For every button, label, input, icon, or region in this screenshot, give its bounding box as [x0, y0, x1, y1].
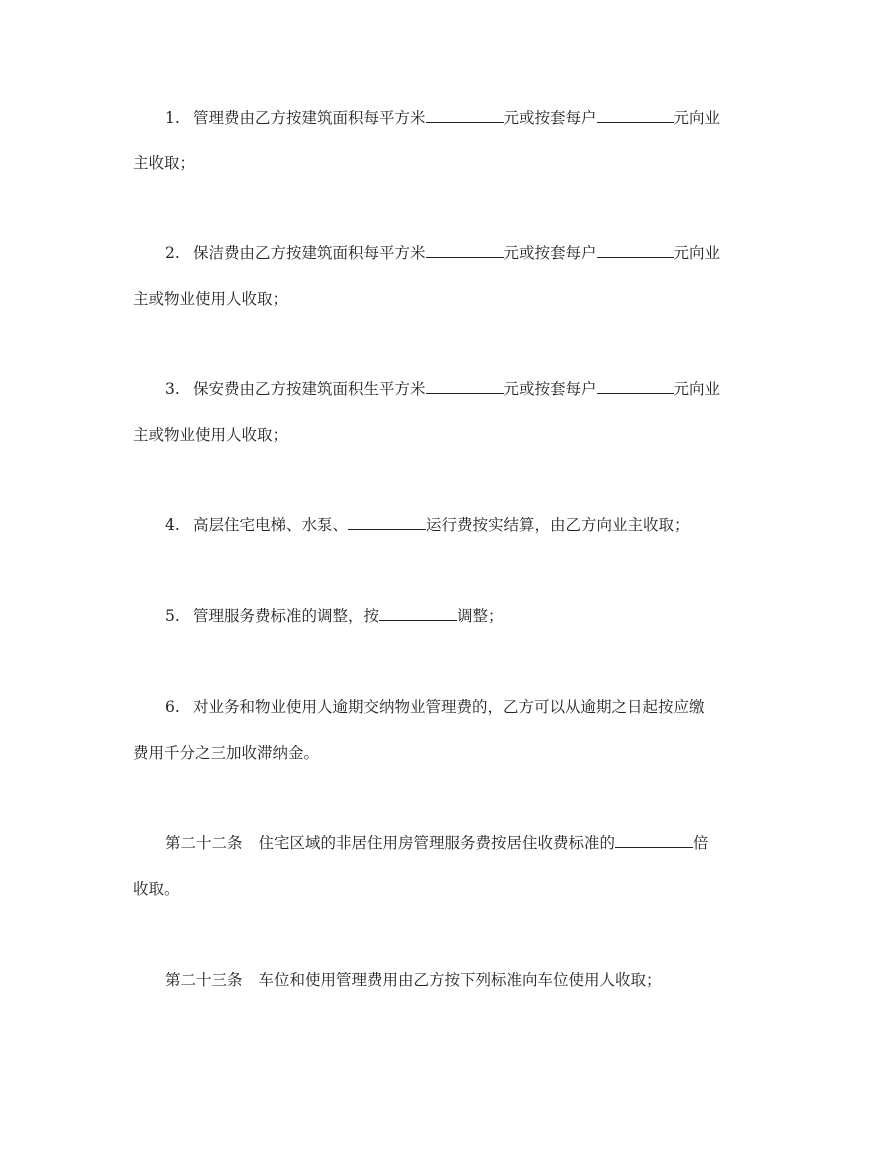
clause-text: 元或按套每户: [503, 244, 597, 262]
clause-3-line-2: 主或物业使用人收取；: [133, 426, 289, 444]
clause-6-line-1: [165, 697, 705, 717]
clause-number: 1.: [165, 109, 180, 127]
clause-4-line-1: [165, 515, 690, 535]
clause-text: 元向业: [673, 380, 721, 398]
clause-5-line-1: [165, 606, 504, 626]
fill-in-blank[interactable]: [597, 245, 674, 258]
clause-text: 调整；: [457, 607, 504, 625]
fill-in-blank[interactable]: [597, 381, 674, 394]
clause-text: 元向业: [673, 109, 721, 127]
clause-text: 管理服务费标准的调整，按: [193, 607, 380, 625]
clause-text: 元或按套每户: [503, 380, 597, 398]
article-text: 车位和使用管理费用由乙方按下列标准向车位使用人收取；: [258, 971, 662, 989]
article-label: 第二十三条: [165, 971, 243, 989]
clause-2-line-1: [165, 243, 720, 263]
clause-number: 5.: [165, 607, 180, 625]
fill-in-blank[interactable]: [426, 245, 504, 258]
clause-text: 高层住宅电梯、水泵、: [193, 516, 349, 534]
fill-in-blank[interactable]: [426, 110, 504, 123]
clause-number: 3.: [165, 380, 180, 398]
clause-text: 元向业: [673, 244, 721, 262]
clause-text: 运行费按实结算，由乙方向业主收取；: [426, 516, 690, 534]
clause-text: 对业务和物业使用人逾期交纳物业管理费的，乙方可以从逾期之日起按应缴: [193, 698, 705, 716]
fill-in-blank[interactable]: [379, 608, 457, 621]
clause-6-line-2: 费用千分之三加收滞纳金。: [133, 744, 320, 762]
fill-in-blank[interactable]: [615, 835, 693, 848]
clause-2-line-2: 主或物业使用人收取；: [133, 290, 289, 308]
clause-text: 管理费由乙方按建筑面积每平方米: [193, 109, 426, 127]
fill-in-blank[interactable]: [348, 517, 426, 530]
clause-number: 6.: [165, 698, 180, 716]
fill-in-blank[interactable]: [426, 381, 504, 394]
clause-3-line-1: [165, 379, 720, 399]
clause-text: 保安费由乙方按建筑面积生平方米: [193, 380, 426, 398]
article-22-line-2: 收取。: [133, 880, 180, 898]
article-text: 倍: [693, 834, 709, 852]
clause-text: 保洁费由乙方按建筑面积每平方米: [193, 244, 426, 262]
article-label: 第二十二条: [165, 834, 243, 852]
clause-1-line-2: 主收取；: [133, 154, 196, 172]
clause-text: 元或按套每户: [503, 109, 597, 127]
fill-in-blank[interactable]: [597, 110, 674, 123]
article-22-line-1: [165, 833, 709, 853]
article-text: 住宅区域的非居住用房管理服务费按居住收费标准的: [258, 834, 616, 852]
article-23-line-1: [165, 970, 662, 990]
clause-1-line-1: [165, 108, 720, 128]
clause-number: 2.: [165, 244, 180, 262]
clause-number: 4.: [165, 516, 180, 534]
